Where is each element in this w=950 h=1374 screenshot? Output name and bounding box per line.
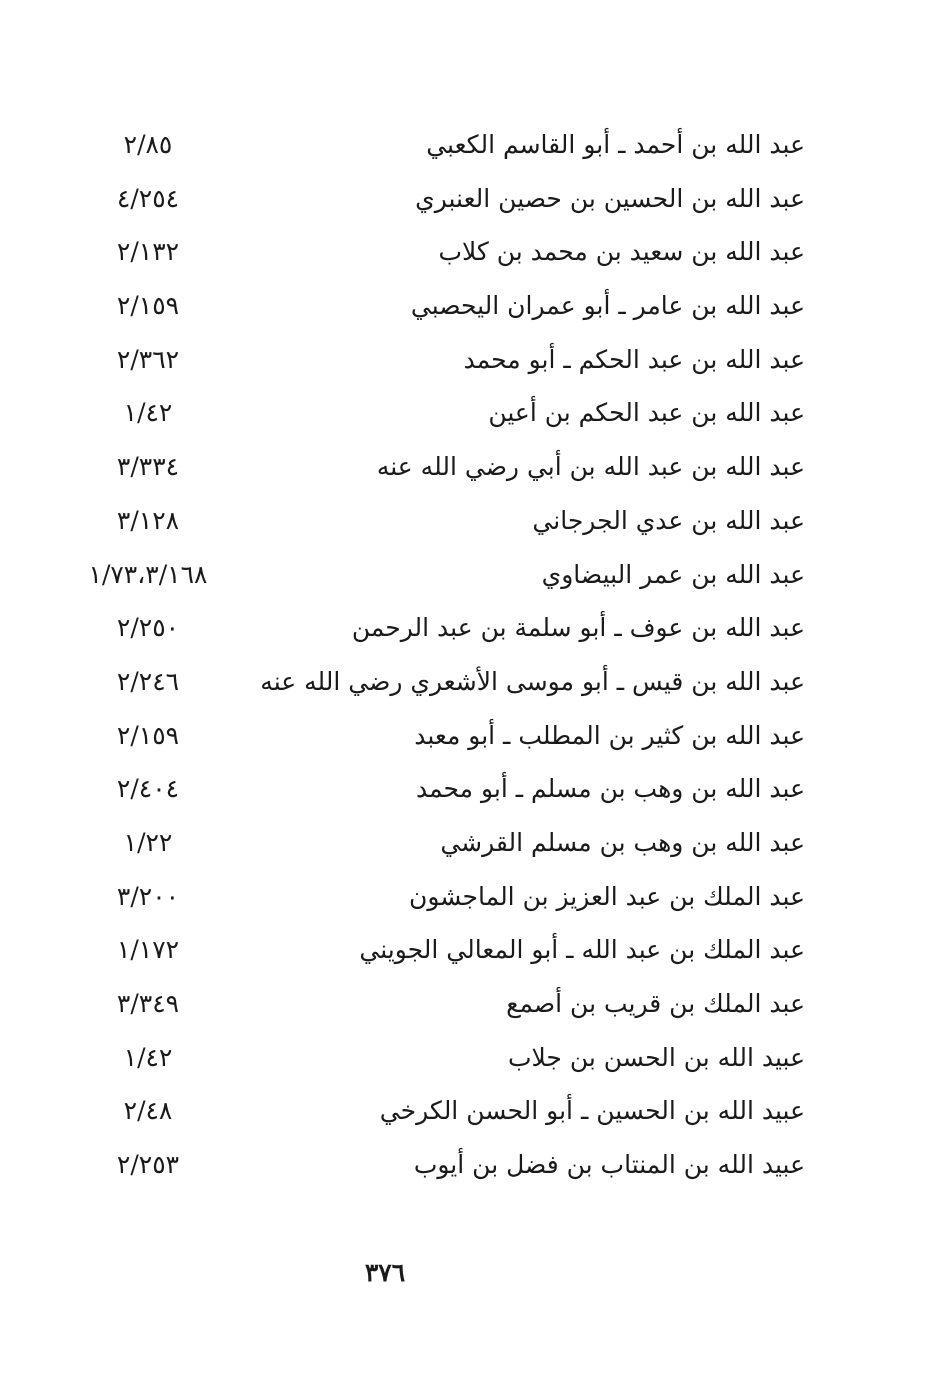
- index-entry: [0, 764, 950, 818]
- index-entry: [0, 1086, 950, 1140]
- index-entry: [0, 603, 950, 657]
- entry-reference: ٢/٢٤٦: [116, 666, 180, 696]
- entry-reference: ١/٤٢: [123, 1042, 173, 1072]
- index-entry: [0, 711, 950, 765]
- entry-reference: ٣/٣٣٤: [116, 452, 180, 482]
- entry-name: عبد الله بن وهب بن مسلم ـ أبو محمد: [415, 774, 805, 804]
- index-entry: [0, 174, 950, 228]
- index-entry: [0, 281, 950, 335]
- entry-name: عبد الملك بن عبد الله ـ أبو المعالي الجويني: [359, 935, 805, 965]
- entry-reference: ٣/١٢٨: [116, 505, 180, 535]
- entry-name: عبيد الله بن الحسين ـ أبو الحسن الكرخي: [379, 1096, 805, 1126]
- entry-name: عبد الله بن أحمد ـ أبو القاسم الكعبي: [426, 130, 805, 159]
- entry-name: عبد الله بن كثير بن المطلب ـ أبو معبد: [414, 720, 805, 750]
- entry-reference: ١/٢٢: [123, 827, 173, 857]
- index-entry: [0, 1140, 950, 1194]
- index-entry: [0, 1033, 950, 1087]
- entry-reference: ٢/٣٦٢: [116, 344, 180, 374]
- entry-name: عبد الله بن عامر ـ أبو عمران اليحصبي: [410, 291, 805, 321]
- entry-name: عبد الله بن قيس ـ أبو موسى الأشعري رضي الله عنه: [260, 666, 805, 696]
- index-entry: [0, 120, 950, 174]
- entry-reference: ١/١٧٢: [116, 935, 180, 965]
- entry-reference: ٢/٤٠٤: [116, 774, 180, 804]
- index-entry: [0, 818, 950, 872]
- entry-name: عبد الملك بن عبد العزيز بن الماجشون: [408, 881, 805, 911]
- page-number: ٣٧٦: [364, 1258, 406, 1287]
- index-entry: [0, 979, 950, 1033]
- entry-name: عبد الله بن سعيد بن محمد بن كلاب: [438, 237, 805, 267]
- entry-name: عبد الله بن عدي الجرجاني: [532, 505, 805, 535]
- index-entries-list: [0, 120, 950, 1194]
- index-entry: [0, 925, 950, 979]
- entry-reference: ٤/٢٥٤: [116, 183, 180, 213]
- entry-name: عبد الله بن عبد الله بن أبي رضي الله عنه: [376, 452, 805, 482]
- entry-reference: ٢/٢٥٠: [116, 613, 180, 643]
- index-entry: [0, 227, 950, 281]
- index-entry: [0, 872, 950, 926]
- entry-reference: ٢/٤٨: [123, 1096, 173, 1126]
- entry-reference: ١/٤٢: [123, 398, 173, 428]
- index-entry: [0, 550, 950, 604]
- index-entry: [0, 388, 950, 442]
- index-entry: [0, 496, 950, 550]
- entry-reference: ٣/٣٤٩: [116, 989, 180, 1018]
- index-entry: [0, 442, 950, 496]
- entry-reference: ٢/١٣٢: [116, 237, 180, 267]
- index-entry: [0, 657, 950, 711]
- entry-name: عبيد الله بن المنتاب بن فضل بن أيوب: [413, 1150, 805, 1180]
- entry-name: عبد الملك بن قريب بن أصمع: [506, 989, 805, 1018]
- entry-reference: ٣/٢٠٠: [116, 881, 180, 911]
- entry-name: عبد الله بن عوف ـ أبو سلمة بن عبد الرحمن: [351, 613, 805, 643]
- entry-reference: ٢/١٥٩: [116, 291, 180, 321]
- entry-name: عبد الله بن عبد الحكم بن أعين: [488, 398, 805, 428]
- entry-reference: ٢/٢٥٣: [116, 1150, 180, 1180]
- entry-name: عبيد الله بن الحسن بن جلاب: [507, 1042, 805, 1072]
- entry-reference: ١/٧٣،٣/١٦٨: [88, 559, 208, 589]
- entry-name: عبد الله بن عبد الحكم ـ أبو محمد: [463, 344, 805, 374]
- index-entry: [0, 335, 950, 389]
- entry-name: عبد الله بن عمر البيضاوي: [541, 559, 805, 589]
- entry-name: عبد الله بن الحسين بن حصين العنبري: [415, 183, 805, 213]
- entry-reference: ٢/١٥٩: [116, 720, 180, 750]
- entry-name: عبد الله بن وهب بن مسلم القرشي: [440, 827, 805, 857]
- entry-reference: ٢/٨٥: [123, 130, 173, 159]
